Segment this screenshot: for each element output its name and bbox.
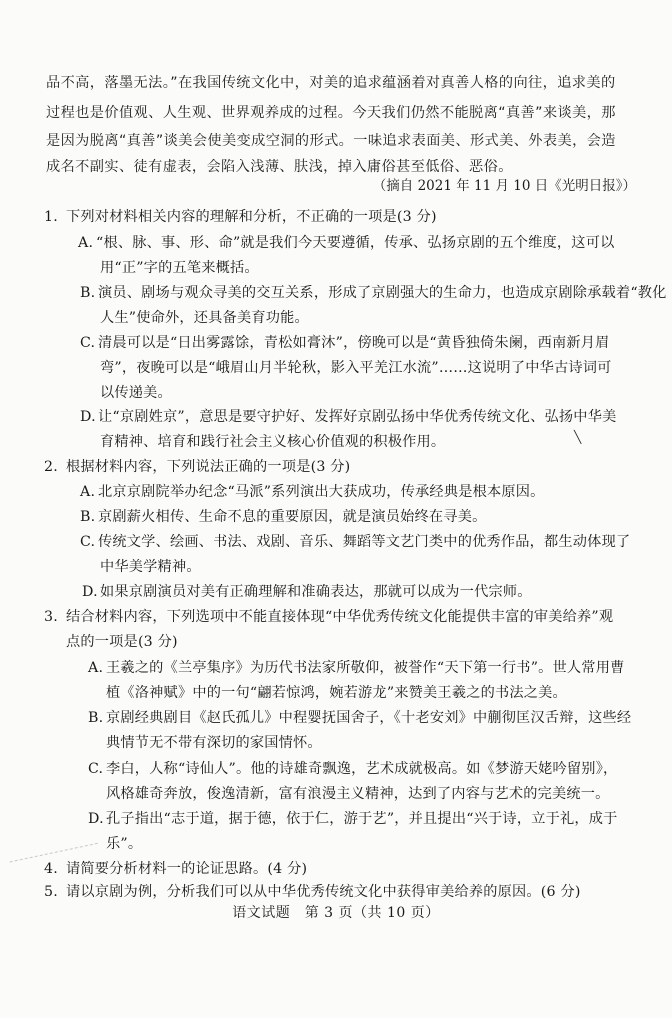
option-2b: B. 京剧薪火相传、生命不息的重要原因，就是演员始终在寻美。 (80, 509, 487, 525)
page-footer: 语文试题 第 3 页（共 10 页） (232, 905, 440, 921)
option-3c: C. 李白，人称“诗仙人”。他的诗雄奇飘逸，艺术成就极高。如《梦游天姥吟留别》， (88, 761, 618, 777)
option-2c: C. 传统文学、绘画、书法、戏剧、音乐、舞蹈等文艺门类中的优秀作品，都生动体现了 (80, 534, 631, 550)
option-1b-cont: 人生”使命外，还具备美育功能。 (100, 310, 309, 326)
option-3b-cont: 典情节无不带有深切的家国情怀。 (106, 735, 322, 751)
option-3d: D. 孔子指出“志于道，据于德，依于仁，游于艺”，并且提出“兴于诗，立于礼，成于 (88, 811, 618, 827)
option-2a: A. 北京京剧院举办纪念“马派”系列演出大获成功，传承经典是根本原因。 (80, 484, 545, 500)
passage-line: 成名不副实、徒有虚表，会陷入浅薄、肤浅，掉入庸俗甚至低俗、恶俗。 (46, 159, 513, 175)
passage-line: 品不高，落墨无法。”在我国传统文化中，对美的追求蕴涵着对真善人格的向往，追求美的 (46, 75, 616, 91)
option-1d-cont: 育精神、培育和践行社会主义核心价值观的积极作用。 (100, 434, 446, 450)
pen-mark: ╲ (574, 430, 582, 444)
option-1a-cont: 用“正”字的五笔来概括。 (100, 260, 259, 276)
option-3a-cont: 植《洛神赋》中的一句“翩若惊鸿，婉若游龙”来赞美王羲之的书法之美。 (106, 685, 567, 701)
question-2 (44, 456, 350, 476)
option-3d-cont: 乐”。 (106, 836, 143, 852)
question-stem: 结合材料内容，下列选项中不能直接体现“中华优秀传统文化能提供丰富的审美给养”观 (66, 609, 614, 625)
question-number: 5. (44, 884, 58, 900)
option-2c-cont: 中华美学精神。 (100, 559, 201, 575)
question-stem: 请以京剧为例，分析我们可以从中华优秀传统文化中获得审美给养的原因。(6 分) (66, 884, 581, 900)
question-number: 1. (44, 209, 58, 225)
question-3-stem-cont: 点的一项是(3 分) (66, 634, 178, 650)
question-3 (44, 606, 613, 626)
option-2d: D. 如果京剧演员对美有正确理解和准确表达，那就可以成为一代宗师。 (82, 584, 532, 600)
option-3b: B. 京剧经典剧目《赵氏孤儿》中程婴抚国舍子，《十老安刘》中蒯彻匡汉舌辩，这些经 (88, 710, 632, 726)
option-1b: B. 演员、剧场与观众寻美的交互关系，形成了京剧强大的生命力，也造成京剧除承载着“教化 (80, 285, 667, 301)
question-number: 4. (44, 861, 58, 877)
option-1c-cont: 弯”，夜晚可以是“峨眉山月半轮秋，影入平羌江水流”……这说明了中华古诗词可 (100, 360, 612, 376)
option-3c-cont: 风格雄奇奔放，俊逸清新，富有浪漫主义精神，达到了内容与艺术的完美统一。 (106, 786, 610, 802)
question-number: 2. (44, 459, 58, 475)
option-1a: A. “根、脉、事、形、命”就是我们今天要遵循，传承、弘扬京剧的五个维度，这可以 (78, 235, 615, 251)
passage-line: 过程也是价值观、人生观、世界观养成的过程。今天我们仍然不能脱离“真善”来谈美，那 (46, 105, 616, 121)
passage-line: 是因为脱离“真善”谈美会使美变成空洞的形式。一味追求表面美、形式美、外表美，会造 (46, 133, 616, 149)
option-3a: A. 王羲之的《兰亭集序》为历代书法家所敬仰，被誉作“天下第一行书”。世人常用曹 (88, 660, 625, 676)
option-1c-cont: 以传递美。 (100, 385, 172, 401)
question-stem: 请简要分析材料一的论证思路。(4 分) (66, 861, 308, 877)
option-1d: D. 让“京剧姓京”，意思是要守护好、发挥好京剧弘扬中华优秀传统文化、弘扬中华美 (80, 409, 617, 425)
question-stem: 下列对材料相关内容的理解和分析，不正确的一项是(3 分) (66, 209, 437, 225)
question-4 (44, 858, 307, 878)
passage-source: （摘自 2021 年 11 月 10 日《光明日报》） (372, 178, 636, 194)
question-5 (44, 881, 581, 901)
option-1c: C. 清晨可以是“日出雾露馀，青松如膏沐”，傍晚可以是“黄昏独倚朱阑，西南新月眉 (80, 335, 610, 351)
question-stem: 根据材料内容，下列说法正确的一项是(3 分) (66, 459, 351, 475)
question-1 (44, 206, 437, 226)
question-number: 3. (44, 609, 58, 625)
